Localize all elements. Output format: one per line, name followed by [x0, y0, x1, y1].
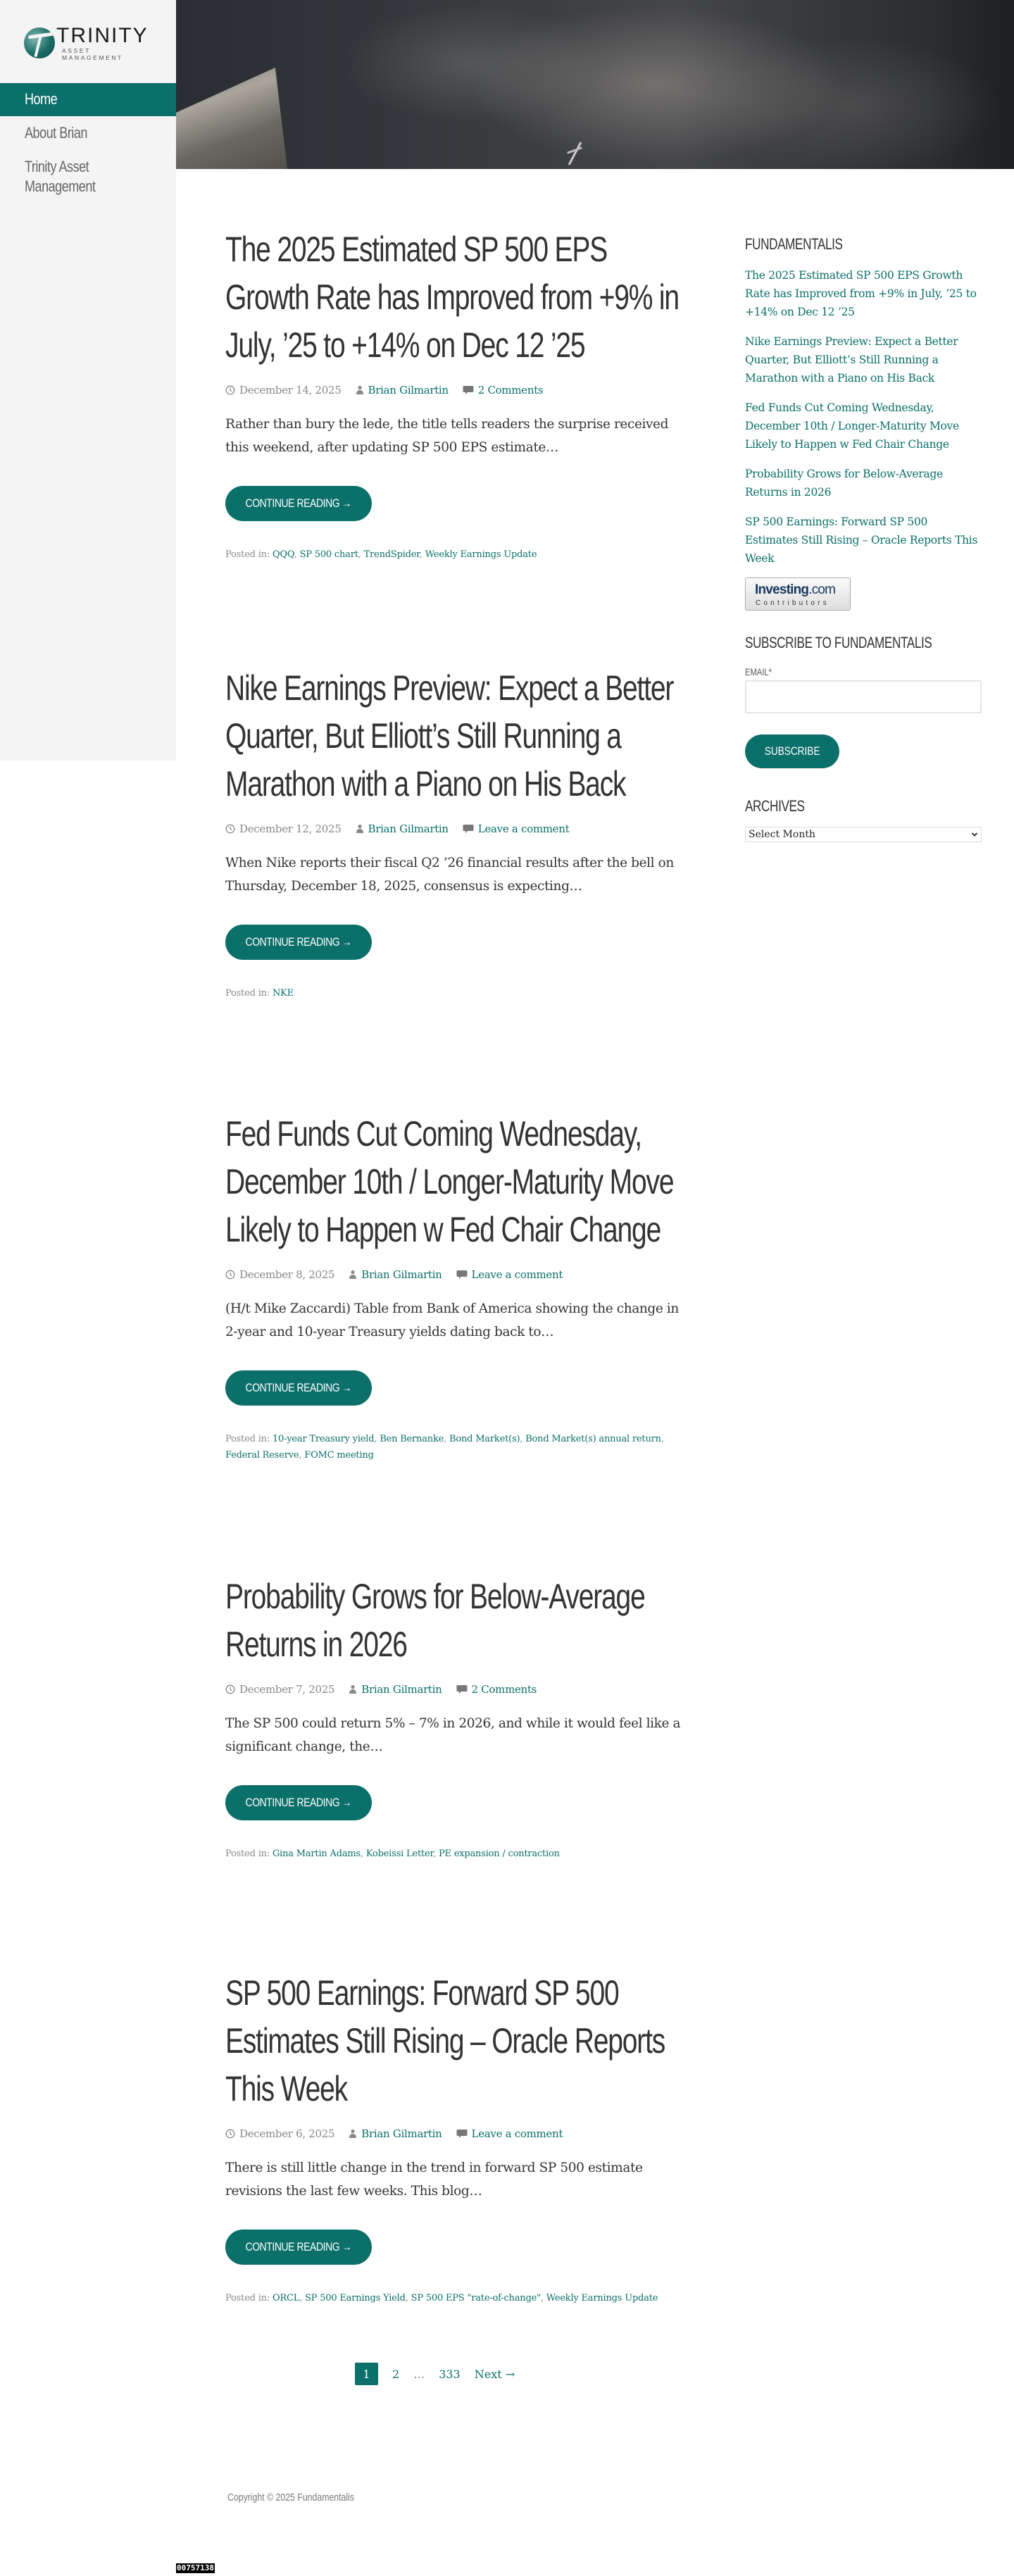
clock-icon	[225, 2129, 235, 2139]
main-nav	[0, 83, 176, 204]
email-field[interactable]	[745, 680, 982, 713]
category-link[interactable]: ORCL	[272, 2293, 300, 2303]
visit-counter: 00757138	[177, 2563, 214, 2572]
nav-item-trinity-asset-management[interactable]: Trinity Asset Management	[25, 158, 96, 195]
investing-contributors-badge[interactable]: Investing.com Contributors	[745, 577, 851, 611]
chevron-down-icon	[971, 832, 978, 837]
category-link[interactable]: Ben Bernanke	[380, 1434, 444, 1444]
category-link[interactable]: QQQ	[272, 549, 294, 560]
left-sidebar	[0, 0, 176, 761]
post-card	[225, 664, 691, 1001]
post-comments-link[interactable]: Leave a comment	[477, 823, 570, 835]
continue-reading-button[interactable]: CONTINUE READING →	[225, 1370, 372, 1406]
recent-post-link[interactable]: Probability Grows for Below-Average Returns in 2026	[745, 468, 943, 499]
post-author-link[interactable]: Brian Gilmartin	[361, 1268, 442, 1281]
recent-post-link[interactable]: Fed Funds Cut Coming Wednesday, December 10th / Longer-Maturity Move Likely to Happen w Fed Chair Change	[745, 401, 959, 451]
comment-icon	[463, 385, 474, 395]
post-excerpt: The SP 500 could return 5% – 7% in 2026, and while it would feel like a significant change, the…	[225, 1716, 681, 1754]
post-title[interactable]: Nike Earnings Preview: Expect a Better Quarter, But Elliott’s Still Running a Marathon with a Piano on His Back	[225, 668, 674, 804]
post-author-link[interactable]: Brian Gilmartin	[368, 823, 449, 835]
category-link[interactable]: NKE	[272, 988, 294, 999]
widget-title: FUNDAMENTALIS	[745, 235, 843, 253]
post-comments-link[interactable]: 2 Comments	[471, 1683, 537, 1696]
page-link[interactable]: 333	[439, 2367, 461, 2381]
clock-icon	[225, 385, 235, 395]
page-link[interactable]: 2	[392, 2367, 400, 2381]
logo-subtitle: ASSET MANAGEMENT	[62, 46, 123, 61]
post-card	[225, 1573, 691, 1862]
clock-icon	[225, 824, 235, 834]
continue-reading-button[interactable]: CONTINUE READING →	[225, 486, 372, 521]
post-categories: Posted in: Gina Martin Adams, Kobeissi Letter, PE expansion / contraction	[225, 1849, 560, 1859]
category-link[interactable]: SP 500 chart	[299, 549, 358, 560]
next-page-link[interactable]: Next →	[474, 2367, 515, 2381]
page-current: 1	[355, 2363, 378, 2385]
post-author-link[interactable]: Brian Gilmartin	[361, 2127, 442, 2140]
continue-reading-button[interactable]: CONTINUE READING →	[225, 1785, 372, 1820]
post-comments-link[interactable]: 2 Comments	[477, 384, 544, 396]
pagination	[355, 2363, 529, 2385]
email-label: EMAIL*	[745, 666, 772, 677]
post-excerpt: (H/t Mike Zaccardi) Table from Bank of America showing the change in 2-year and 10-year Treasury yields dating back to…	[225, 1301, 679, 1339]
user-icon	[349, 1270, 357, 1280]
post-date: December 12, 2025	[239, 823, 342, 835]
post-author-link[interactable]: Brian Gilmartin	[368, 384, 449, 396]
post-categories: Posted in: QQQ, SP 500 chart, TrendSpider, Weekly Earnings Update	[225, 549, 537, 560]
post-categories: Posted in: 10-year Treasury yield, Ben Bernanke, Bond Market(s), Bond Market(s) annual return, Federal Reserve, FOMC meeting	[225, 1434, 664, 1461]
user-icon	[356, 385, 364, 395]
continue-reading-button[interactable]: CONTINUE READING →	[225, 2230, 372, 2265]
post-comments-link[interactable]: Leave a comment	[471, 2127, 563, 2140]
hero-building	[176, 68, 289, 169]
continue-reading-button[interactable]: CONTINUE READING →	[225, 925, 372, 960]
post-title[interactable]: The 2025 Estimated SP 500 EPS Growth Rate has Improved from +9% in July, ’25 to +14% on Dec 12 ’25	[225, 230, 679, 365]
archive-month-select[interactable]: Select Month	[745, 827, 982, 842]
hero-airplane	[567, 141, 582, 166]
post-comments-link[interactable]: Leave a comment	[471, 1268, 563, 1281]
header-hero-image	[176, 0, 1014, 169]
post-meta	[225, 1266, 691, 1283]
post-date: December 14, 2025	[239, 384, 342, 396]
post-title[interactable]: SP 500 Earnings: Forward SP 500 Estimates Still Rising – Oracle Reports This Week	[225, 1973, 665, 2108]
category-link[interactable]: Federal Reserve	[225, 1450, 299, 1461]
post-excerpt: When Nike reports their fiscal Q2 ’26 financial results after the bell on Thursday, December 18, 2025, consensus is expecting…	[225, 856, 674, 894]
category-link[interactable]: Gina Martin Adams	[272, 1849, 361, 1859]
post-card	[225, 1969, 691, 2306]
comment-icon	[456, 1684, 468, 1694]
post-card	[225, 1110, 691, 1463]
category-link[interactable]: FOMC meeting	[304, 1450, 374, 1461]
clock-icon	[225, 1684, 235, 1694]
widget-title: SUBSCRIBE TO FUNDAMENTALIS	[745, 634, 932, 651]
post-date: December 6, 2025	[239, 2127, 335, 2140]
post-title[interactable]: Fed Funds Cut Coming Wednesday, December 10th / Longer-Maturity Move Likely to Happen w Fed Chair Change	[225, 1114, 674, 1249]
post-meta	[225, 820, 691, 837]
post-meta	[225, 1681, 691, 1698]
user-icon	[349, 2129, 357, 2139]
user-icon	[349, 1684, 357, 1694]
post-author-link[interactable]: Brian Gilmartin	[361, 1683, 442, 1696]
recent-post-link[interactable]: SP 500 Earnings: Forward SP 500 Estimates Still Rising – Oracle Reports This Week	[745, 515, 978, 565]
post-date: December 8, 2025	[239, 1268, 335, 1281]
archives-widget	[745, 797, 982, 842]
recent-post-link[interactable]: The 2025 Estimated SP 500 EPS Growth Rate has Improved from +9% in July, ’25 to +14% on Dec 12 ’25	[745, 269, 977, 318]
category-link[interactable]: Bond Market(s) annual return	[525, 1434, 661, 1444]
category-link[interactable]: Weekly Earnings Update	[546, 2293, 658, 2303]
clock-icon	[225, 1270, 235, 1280]
post-meta	[225, 2125, 691, 2142]
category-link[interactable]: PE expansion / contraction	[438, 1849, 560, 1859]
category-link[interactable]: Kobeissi Letter	[365, 1849, 434, 1859]
post-excerpt: Rather than bury the lede, the title tells readers the surprise received this weekend, after updating SP 500 EPS estimate…	[225, 417, 669, 455]
post-date: December 7, 2025	[239, 1683, 335, 1696]
subscribe-widget	[745, 634, 982, 768]
category-link[interactable]: Bond Market(s)	[449, 1434, 520, 1444]
category-link[interactable]: Weekly Earnings Update	[425, 549, 537, 560]
post-excerpt: There is still little change in the trend in forward SP 500 estimate revisions the last few weeks. This blog…	[225, 2161, 643, 2199]
comment-icon	[456, 2129, 468, 2139]
category-link[interactable]: SP 500 EPS "rate-of-change"	[411, 2293, 541, 2303]
comment-icon	[463, 824, 474, 834]
post-meta	[225, 382, 691, 399]
recent-post-link[interactable]: Nike Earnings Preview: Expect a Better Quarter, But Elliott’s Still Running a Marathon with a Piano on His Back	[745, 335, 958, 384]
user-icon	[356, 824, 364, 834]
post-categories: Posted in: ORCL, SP 500 Earnings Yield, SP 500 EPS "rate-of-change", Weekly Earnings Update	[225, 2293, 658, 2303]
recent-posts-widget	[745, 235, 982, 579]
nav-item-about-brian[interactable]: About Brian	[25, 124, 87, 142]
comment-icon	[456, 1270, 468, 1280]
widget-title: ARCHIVES	[745, 797, 805, 815]
post-title[interactable]: Probability Grows for Below-Average Returns in 2026	[225, 1577, 645, 1664]
category-link[interactable]: TrendSpider	[363, 549, 420, 560]
subscribe-button[interactable]: SUBSCRIBE	[745, 734, 839, 768]
footer-copyright: Copyright © 2025 Fundamentalis	[227, 2491, 355, 2503]
category-link[interactable]: SP 500 Earnings Yield	[305, 2293, 406, 2303]
category-link[interactable]: 10-year Treasury yield	[272, 1434, 375, 1444]
trinity-logo-icon	[24, 27, 55, 58]
nav-item-home[interactable]: Home	[0, 83, 176, 116]
page-ellipsis: …	[413, 2367, 425, 2381]
site-logo[interactable]	[24, 23, 151, 61]
logo-brand: TRINITY	[56, 23, 149, 47]
post-card	[225, 225, 691, 563]
post-categories: Posted in: NKE	[225, 988, 294, 999]
